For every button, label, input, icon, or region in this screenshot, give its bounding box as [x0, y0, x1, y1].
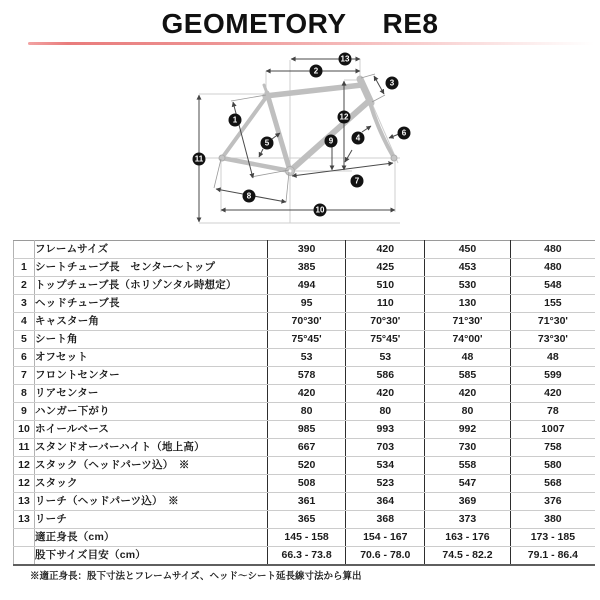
row-value: 992: [425, 421, 511, 439]
row-value: 74.5 - 82.2: [425, 547, 511, 566]
row-value: 380: [510, 511, 595, 529]
row-label: リーチ（ヘッドパーツ込） ※: [34, 493, 267, 511]
table-row: [14, 241, 596, 259]
table-row: [14, 547, 596, 566]
row-number: 4: [14, 313, 35, 331]
row-value: 80: [425, 403, 511, 421]
row-value: 373: [425, 511, 511, 529]
row-label: フレームサイズ: [34, 241, 267, 259]
row-number: 3: [14, 295, 35, 313]
row-number: [14, 241, 35, 259]
row-value: 580: [510, 457, 595, 475]
dimension-lines: [199, 59, 399, 222]
row-value: 361: [267, 493, 346, 511]
svg-text:3: 3: [389, 78, 395, 88]
row-value: 365: [267, 511, 346, 529]
row-value: 145 - 158: [267, 529, 346, 547]
row-value: 74°00': [425, 331, 511, 349]
row-value: 667: [267, 439, 346, 457]
reference-lines: [199, 59, 400, 223]
callout-7: [351, 175, 364, 188]
row-value: 508: [267, 475, 346, 493]
row-value: 585: [425, 367, 511, 385]
table-row: [14, 403, 596, 421]
row-value: 364: [346, 493, 425, 511]
row-value: 390: [267, 241, 346, 259]
table-row: [14, 439, 596, 457]
row-number: 7: [14, 367, 35, 385]
row-value: 730: [425, 439, 511, 457]
table-row: [14, 511, 596, 529]
row-value: 75°45': [346, 331, 425, 349]
row-value: 530: [425, 277, 511, 295]
svg-text:2: 2: [313, 66, 319, 76]
row-value: 70.6 - 78.0: [346, 547, 425, 566]
row-value: 420: [510, 385, 595, 403]
row-label: キャスター角: [34, 313, 267, 331]
row-label: スタック: [34, 475, 267, 493]
row-value: 385: [267, 259, 346, 277]
row-value: 985: [267, 421, 346, 439]
row-value: 523: [346, 475, 425, 493]
row-value: 480: [510, 241, 595, 259]
row-value: 420: [346, 241, 425, 259]
row-value: 510: [346, 277, 425, 295]
footnote: ※適正身長：股下寸法とフレームサイズ、ヘッド〜シート延長線寸法から算出: [30, 571, 362, 582]
row-value: 420: [267, 385, 346, 403]
row-value: 450: [425, 241, 511, 259]
row-number: 13: [14, 511, 35, 529]
row-value: 420: [425, 385, 511, 403]
callout-11: [193, 153, 206, 166]
callout-13: [339, 53, 352, 66]
svg-text:11: 11: [194, 154, 204, 164]
row-value: 66.3 - 73.8: [267, 547, 346, 566]
row-value: 130: [425, 295, 511, 313]
row-number: 10: [14, 421, 35, 439]
row-label: リアセンター: [34, 385, 267, 403]
table-row: [14, 457, 596, 475]
svg-text:9: 9: [328, 136, 334, 146]
row-number: 11: [14, 439, 35, 457]
row-value: 110: [346, 295, 425, 313]
row-value: 548: [510, 277, 595, 295]
table-row: [14, 493, 596, 511]
row-label: ハンガー下がり: [34, 403, 267, 421]
table-row: [14, 277, 596, 295]
row-value: 53: [267, 349, 346, 367]
svg-text:5: 5: [264, 138, 270, 148]
row-value: 425: [346, 259, 425, 277]
svg-text:4: 4: [355, 133, 361, 143]
row-number: 12: [14, 475, 35, 493]
table-row: [14, 385, 596, 403]
svg-text:10: 10: [315, 205, 325, 215]
geometry-table: [13, 240, 595, 566]
bike-frame: [219, 79, 397, 176]
row-label: ホイールベース: [34, 421, 267, 439]
row-number: 5: [14, 331, 35, 349]
diagram-callouts: [193, 53, 411, 217]
row-label: 股下サイズ目安（cm）: [34, 547, 267, 566]
row-value: 73°30': [510, 331, 595, 349]
row-value: 568: [510, 475, 595, 493]
callout-12: [338, 111, 351, 124]
row-value: 71°30': [425, 313, 511, 331]
row-value: 420: [346, 385, 425, 403]
table-row: [14, 421, 596, 439]
row-value: 173 - 185: [510, 529, 595, 547]
row-value: 48: [510, 349, 595, 367]
row-number: [14, 529, 35, 547]
table-row: [14, 259, 596, 277]
row-label: シートチューブ長 センター〜トップ: [34, 259, 267, 277]
table-row: [14, 367, 596, 385]
row-value: 758: [510, 439, 595, 457]
row-label: シート角: [34, 331, 267, 349]
row-value: 578: [267, 367, 346, 385]
row-label: オフセット: [34, 349, 267, 367]
callout-5: [261, 137, 274, 150]
row-label: スタンドオーバーハイト（地上高）: [34, 439, 267, 457]
table-row: [14, 295, 596, 313]
row-value: 558: [425, 457, 511, 475]
table-row: [14, 313, 596, 331]
row-value: 53: [346, 349, 425, 367]
row-value: 154 - 167: [346, 529, 425, 547]
row-number: [14, 547, 35, 566]
row-value: 75°45': [267, 331, 346, 349]
row-value: 80: [346, 403, 425, 421]
row-value: 48: [425, 349, 511, 367]
row-value: 163 - 176: [425, 529, 511, 547]
title-text: GEOMETORY: [161, 8, 347, 39]
row-value: 520: [267, 457, 346, 475]
svg-text:1: 1: [232, 115, 238, 125]
row-number: 1: [14, 259, 35, 277]
row-value: 70°30': [267, 313, 346, 331]
model-name: RE8: [382, 8, 439, 39]
row-label: フロントセンター: [34, 367, 267, 385]
row-number: 13: [14, 493, 35, 511]
table-row: [14, 529, 596, 547]
row-value: 80: [267, 403, 346, 421]
callout-2: [310, 65, 323, 78]
row-value: 453: [425, 259, 511, 277]
row-number: 12: [14, 457, 35, 475]
table-row: [14, 349, 596, 367]
svg-text:7: 7: [354, 176, 360, 186]
row-number: 9: [14, 403, 35, 421]
row-value: 1007: [510, 421, 595, 439]
svg-text:12: 12: [339, 112, 349, 122]
svg-text:13: 13: [340, 54, 350, 64]
row-number: 8: [14, 385, 35, 403]
svg-text:6: 6: [401, 128, 407, 138]
row-value: 547: [425, 475, 511, 493]
row-number: 6: [14, 349, 35, 367]
row-value: 95: [267, 295, 346, 313]
row-value: 599: [510, 367, 595, 385]
callout-10: [314, 204, 327, 217]
table-row: [14, 331, 596, 349]
row-value: 494: [267, 277, 346, 295]
row-value: 70°30': [346, 313, 425, 331]
row-value: 78: [510, 403, 595, 421]
row-value: 368: [346, 511, 425, 529]
callout-3: [386, 77, 399, 90]
row-label: ヘッドチューブ長: [34, 295, 267, 313]
row-value: 480: [510, 259, 595, 277]
row-label: 適正身長（cm）: [34, 529, 267, 547]
row-value: 376: [510, 493, 595, 511]
callout-9: [325, 135, 338, 148]
row-number: 2: [14, 277, 35, 295]
svg-text:8: 8: [246, 191, 252, 201]
row-label: リーチ: [34, 511, 267, 529]
row-value: 79.1 - 86.4: [510, 547, 595, 566]
row-value: 369: [425, 493, 511, 511]
callout-4: [352, 132, 365, 145]
callout-8: [243, 190, 256, 203]
row-value: 703: [346, 439, 425, 457]
row-value: 586: [346, 367, 425, 385]
row-label: トップチューブ長（ホリゾンタル時想定）: [34, 277, 267, 295]
row-value: 155: [510, 295, 595, 313]
callout-1: [229, 114, 242, 127]
row-value: 993: [346, 421, 425, 439]
row-label: スタック（ヘッドパーツ込） ※: [34, 457, 267, 475]
table-row: [14, 475, 596, 493]
frame-diagram: [0, 0, 600, 235]
callout-6: [398, 127, 411, 140]
row-value: 534: [346, 457, 425, 475]
row-value: 71°30': [510, 313, 595, 331]
